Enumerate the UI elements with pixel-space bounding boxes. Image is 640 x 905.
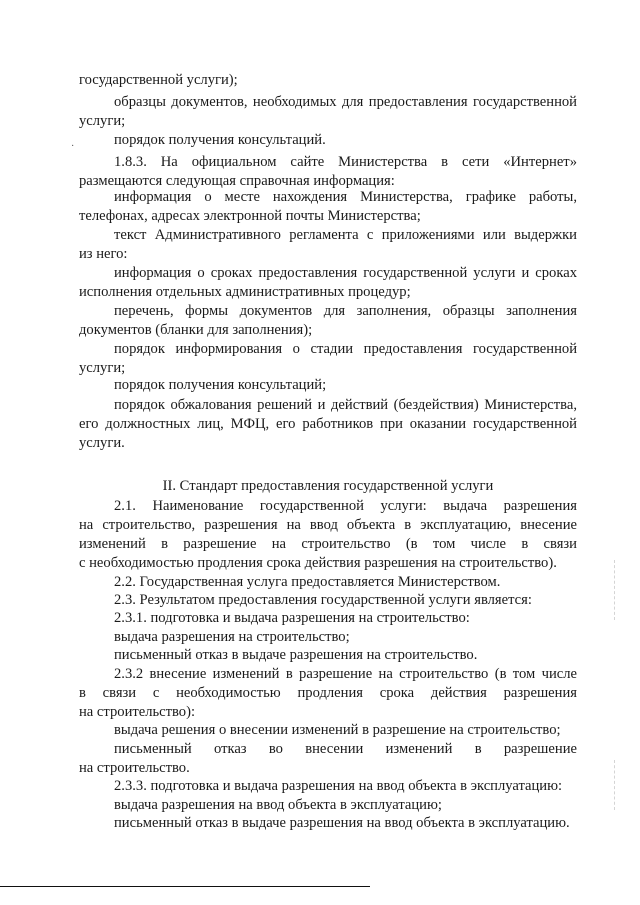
paragraph-line: на строительство, разрешения на ввод объекта в эксплуатацию, внесение — [79, 517, 577, 533]
paragraph: выдача разрешения на ввод объекта в эксплуатацию; — [114, 797, 442, 813]
paragraph-line: телефонах, адресах электронной почты Министерства; — [79, 208, 421, 224]
paragraph-line: исполнения отдельных административных процедур; — [79, 284, 411, 300]
paragraph-line: его должностных лиц, МФЦ, его работников при оказании государственной — [79, 416, 577, 432]
footer-rule — [0, 886, 370, 887]
paragraph-line: из него: — [79, 246, 128, 262]
paragraph-first-line: информация о месте нахождения Министерства, графике работы, — [114, 189, 577, 205]
paragraph: государственной услуги); — [79, 72, 238, 88]
paragraph-line: в связи с необходимостью продления срока действия разрешения — [79, 685, 577, 701]
paragraph-first-line: текст Административного регламента с приложениями или выдержки — [114, 227, 577, 243]
paragraph-first-line: 1.8.3. На официальном сайте Министерства в сети «Интернет» — [114, 154, 577, 170]
paragraph: 2.3.3. подготовка и выдача разрешения на ввод объекта в эксплуатацию: — [114, 778, 563, 794]
paragraph-line: на строительство. — [79, 760, 190, 776]
paragraph: выдача разрешения на строительство; — [114, 629, 350, 645]
paragraph: порядок получения консультаций; — [114, 377, 327, 393]
paragraph-line: размещаются следующая справочная информация: — [79, 173, 395, 189]
paragraph-first-line: перечень, формы документов для заполнения, образцы заполнения — [114, 303, 577, 319]
paragraph-line: услуги; — [79, 113, 126, 129]
scan-edge-mark — [614, 760, 615, 810]
paragraph-line: услуги. — [79, 435, 125, 451]
paragraph: выдача решения о внесении изменений в разрешение на строительство; — [114, 722, 561, 738]
paragraph-first-line: порядок обжалования решений и действий (бездействия) Министерства, — [114, 397, 577, 413]
section-heading: II. Стандарт предоставления государственной услуги — [162, 478, 494, 495]
paragraph-line: с необходимостью продления срока действия разрешения на строительство). — [79, 555, 557, 571]
paragraph-first-line: образцы документов, необходимых для предоставления государственной — [114, 94, 577, 110]
paragraph-line: на строительство): — [79, 704, 196, 720]
paragraph-line: изменений в разрешение на строительство (в том числе в связи — [79, 536, 577, 552]
paragraph-first-line: порядок информирования о стадии предоставления государственной — [114, 341, 577, 357]
paragraph: 2.3. Результатом предоставления государственной услуги является: — [114, 592, 532, 608]
paragraph-first-line: информация о сроках предоставления государственной услуги и сроках — [114, 265, 577, 281]
paragraph: письменный отказ в выдаче разрешения на ввод объекта в эксплуатацию. — [114, 815, 570, 831]
paragraph-first-line: письменный отказ во внесении изменений в разрешение — [114, 741, 577, 757]
scan-speck: · — [71, 141, 75, 152]
paragraph-line: документов (бланки для заполнения); — [79, 322, 313, 338]
paragraph: письменный отказ в выдаче разрешения на строительство. — [114, 647, 478, 663]
paragraph: порядок получения консультаций. — [114, 132, 326, 148]
paragraph-first-line: 2.1. Наименование государственной услуги: выдача разрешения — [114, 498, 577, 514]
paragraph: 2.2. Государственная услуга предоставляется Министерством. — [114, 574, 501, 590]
paragraph-first-line: 2.3.2 внесение изменений в разрешение на строительство (в том числе — [114, 666, 577, 682]
scan-edge-mark — [614, 560, 615, 620]
paragraph: 2.3.1. подготовка и выдача разрешения на строительство: — [114, 610, 470, 626]
paragraph-line: услуги; — [79, 360, 126, 376]
